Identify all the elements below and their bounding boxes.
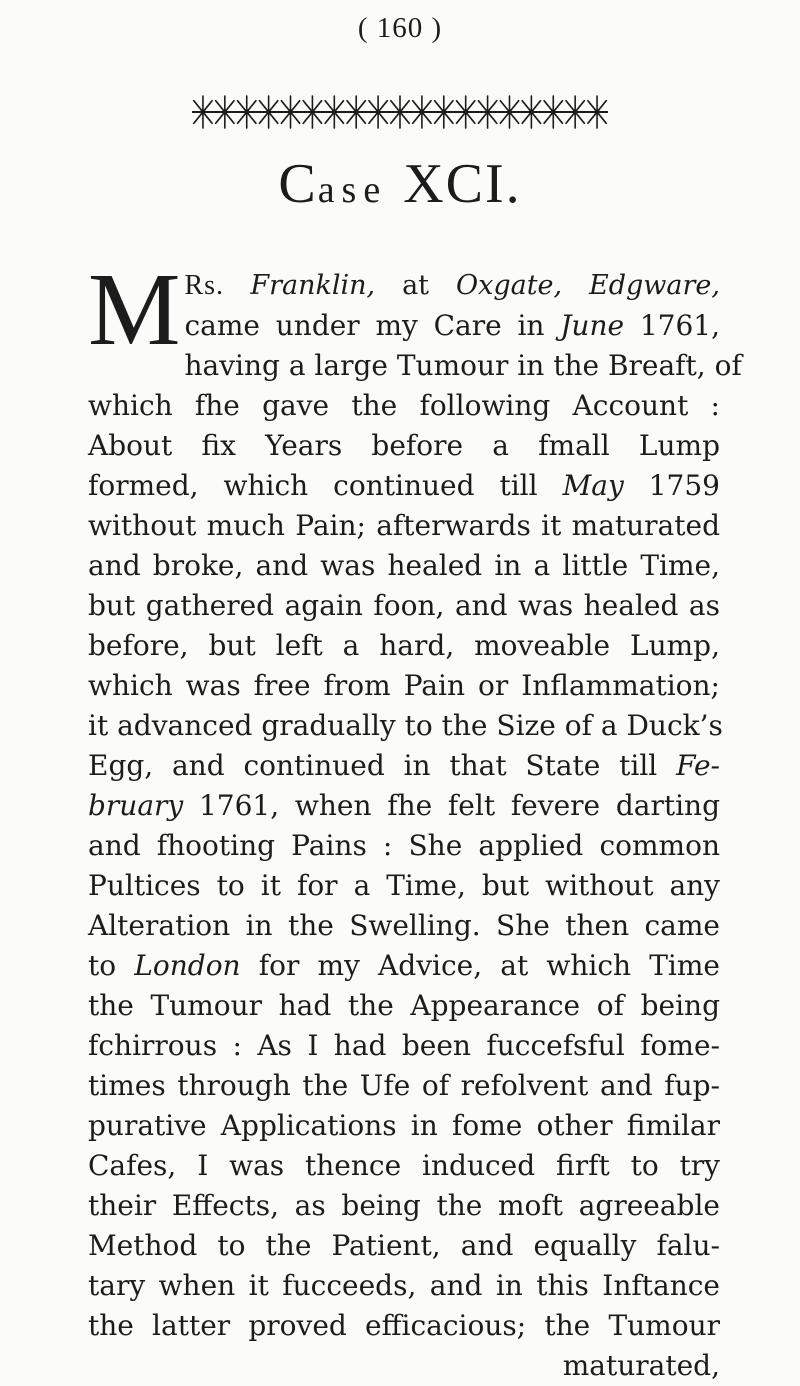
text-line	[88, 466, 720, 506]
text-segment: Alteration in the Swelling. She then came	[88, 909, 720, 942]
italic-text: May	[562, 469, 624, 502]
text-segment: maturated,	[562, 1349, 720, 1382]
text-line	[88, 1346, 720, 1386]
text-line	[88, 306, 720, 346]
text-segment: About fix Years before a fmall Lump	[88, 429, 720, 462]
text-segment: Cafes, I was thence induced firft to try	[88, 1149, 720, 1182]
text-segment: it advanced gradually to the Size of a Duck’s	[88, 709, 723, 742]
text-line	[88, 986, 720, 1026]
drop-cap: M	[88, 252, 181, 367]
text-line	[88, 626, 720, 666]
italic-text: Oxgate, Edgware,	[455, 270, 720, 301]
text-segment: which fhe gave the following Account :	[88, 389, 720, 422]
text-line	[88, 866, 720, 906]
text-line	[88, 946, 720, 986]
text-segment: Method to the Patient, and equally falu-	[88, 1229, 720, 1262]
text-line	[88, 666, 720, 706]
text-segment: and fhooting Pains : She applied common	[88, 829, 720, 862]
italic-text: June	[560, 309, 625, 342]
text-line	[88, 1266, 720, 1306]
star-rule-ornament	[192, 92, 608, 132]
text-line	[88, 1306, 720, 1346]
text-segment: but gathered again foon, and was healed as	[88, 589, 720, 622]
asterisk-ornament-icon	[584, 96, 608, 128]
italic-text: Fe-	[676, 749, 720, 782]
text-line	[88, 546, 720, 586]
text-segment: 1761,	[624, 309, 721, 342]
text-segment: Pultices to it for a Time, but without any	[88, 869, 720, 902]
case-heading-numeral: XCI.	[403, 153, 522, 215]
text-segment: without much Pain; afterwards it maturated	[88, 509, 720, 542]
text-line	[88, 266, 720, 306]
text-segment: and broke, and was healed in a little Time,	[88, 549, 720, 582]
text-segment: 1761, when fhe felt fevere darting	[183, 789, 720, 822]
italic-text: Franklin,	[250, 270, 376, 301]
page-number: ( 160 )	[357, 12, 443, 44]
text-lines	[88, 252, 742, 1386]
text-segment: the Tumour had the Appearance of being	[88, 989, 720, 1022]
text-segment: to	[88, 949, 135, 982]
text-segment: came under my Care in	[184, 309, 561, 342]
text-line	[88, 1146, 720, 1186]
text-line	[88, 346, 742, 386]
text-line	[88, 426, 720, 466]
text-line	[88, 1026, 720, 1066]
text-segment: 1759	[623, 469, 720, 502]
text-segment: the latter proved efficacious; the Tumour	[88, 1309, 720, 1342]
text-segment: Egg, and continued in that State till	[88, 749, 677, 782]
case-heading	[0, 153, 800, 215]
text-segment: fchirrous : As I had been fuccefsful fome-	[88, 1029, 720, 1062]
text-segment: formed, which continued till	[88, 469, 563, 502]
case-heading-rest: ase	[317, 169, 388, 211]
text-line	[88, 1106, 720, 1146]
text-segment: at	[375, 270, 456, 301]
text-line	[88, 506, 720, 546]
italic-text: London	[134, 949, 241, 982]
text-line	[88, 746, 720, 786]
text-segment: their Effects, as being the moft agreeable	[88, 1189, 720, 1222]
text-segment: having a large Tumour in the Breaft, of	[184, 349, 742, 382]
text-line	[88, 1066, 720, 1106]
case-heading-initial: C	[278, 153, 318, 215]
text-segment: purative Applications in fome other fimilar	[88, 1109, 720, 1142]
case-text	[88, 252, 742, 1386]
text-segment: for my Advice, at which Time	[240, 949, 720, 982]
text-line	[88, 706, 723, 746]
text-line	[88, 826, 720, 866]
text-line	[88, 1186, 720, 1226]
text-segment: tary when it fucceeds, and in this Inftance	[88, 1269, 720, 1302]
text-segment: Rs.	[184, 270, 251, 301]
italic-text: bruary	[88, 789, 184, 822]
text-line	[88, 586, 720, 626]
text-line	[88, 1226, 720, 1266]
text-line	[88, 386, 720, 426]
text-segment: times through the Ufe of refolvent and fup-	[88, 1069, 720, 1102]
text-line	[88, 786, 720, 826]
text-segment: before, but left a hard, moveable Lump,	[88, 629, 720, 662]
text-segment: which was free from Pain or Inflammation;	[88, 669, 720, 702]
text-line	[88, 906, 720, 946]
